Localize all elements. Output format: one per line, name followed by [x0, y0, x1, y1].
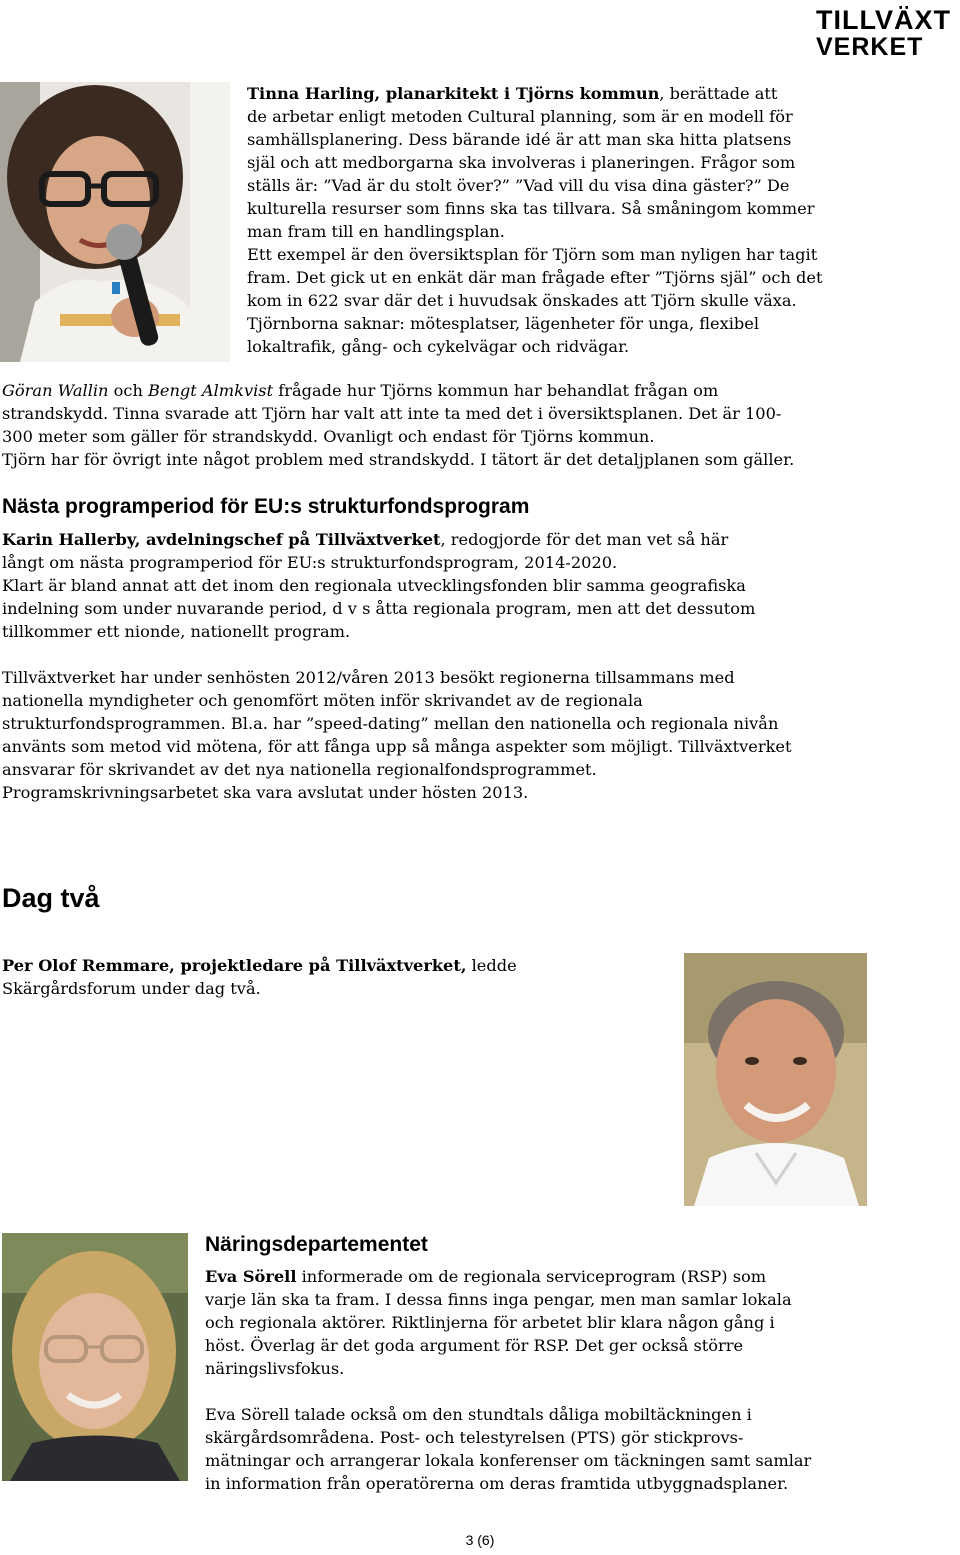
section-heading: Dag två	[2, 883, 100, 913]
paragraph: Karin Hallerby, avdelningschef på Tillväxtverket, redogjorde för det man vet så här långt om nästa programperiod för EU:s strukturfondsprogram, 2014-2020. Klart är bland annat att det inom den regionala utvecklingsfonden blir samma geografiska indelning som under nuvarande period, d v s åtta regionala program, men att det dessutom tillkommer ett nionde, nationellt program.	[2, 530, 756, 641]
section-naringsdepartementet	[205, 1265, 957, 1495]
section-strandskydd	[2, 379, 957, 471]
tillvaxtverket-logo	[816, 5, 958, 61]
section-tinna-harling	[247, 82, 957, 358]
photo-per-olof-remmare	[684, 953, 867, 1206]
speaker-name: Per Olof Remmare, projektledare på Tillväxtverket,	[2, 956, 467, 975]
logo-line1: TILLVÄXT	[816, 5, 951, 35]
photo-eva-sorell	[2, 1233, 188, 1481]
section-heading: Nästa programperiod för EU:s strukturfondsprogram	[2, 495, 530, 518]
portrait-image	[2, 1233, 188, 1481]
paragraph: Eva Sörell informerade om de regionala serviceprogram (RSP) som varje län ska ta fram. I dessa finns inga pengar, men man samlar lokala och regionala aktörer. Riktlinjerna för arbetet blir klara någon gång i höst. Överlag är det goda argument för RSP. Det ger också större näringslivsfokus.	[205, 1267, 792, 1378]
section-heading: Näringsdepartementet	[205, 1233, 428, 1256]
section-strukturfond	[2, 528, 957, 804]
portrait-image	[684, 953, 867, 1206]
person-name: Göran Wallin	[2, 381, 109, 400]
page-number: 3 (6)	[465, 1532, 495, 1548]
speaker-name: Tinna Harling, planarkitekt i Tjörns kommun	[247, 84, 660, 103]
section-dag-tva	[2, 954, 662, 1000]
person-name: Bengt Almkvist	[148, 381, 274, 400]
paragraph: Göran Wallin och Bengt Almkvist frågade hur Tjörns kommun har behandlat frågan om strandskydd. Tinna svarade att Tjörn har valt att inte ta med det i översiktsplanen. Det är 100- 300 meter som gäller för strandskydd. Ovanligt och endast för Tjörns kommun. Tjörn har för övrigt inte något problem med strandskydd. I tätort är det detaljplanen som gäller.	[2, 381, 795, 469]
paragraph: Per Olof Remmare, projektledare på Tillväxtverket, ledde Skärgårdsforum under dag två.	[2, 956, 517, 998]
photo-tinna-harling	[0, 82, 230, 362]
paragraph: Tillväxtverket har under senhösten 2012/våren 2013 besökt regionerna tillsammans med nationella myndigheter och genomfört möten inför skrivandet av de regionala strukturfondsprogrammen. Bl.a. har ”speed-dating” mellan den nationella och regionala nivån använts som metod vid mötena, för att fånga upp så många aspekter som möjligt. Tillväxtverket ansvarar för skrivandet av det nya nationella regionalfondsprogrammet. Programskrivningsarbetet ska vara avslutat under hösten 2013.	[2, 668, 792, 802]
speaker-name: Karin Hallerby, avdelningschef på Tillväxtverket	[2, 530, 441, 549]
portrait-image	[0, 82, 230, 362]
speaker-name: Eva Sörell	[205, 1267, 297, 1286]
paragraph: Eva Sörell talade också om den stundtals dåliga mobiltäckningen i skärgårdsområdena. Post- och telestyrelsen (PTS) gör stickprovs- mätningar och arrangerar lokala konferenser om täckningen samt samlar in information från operatörerna om deras framtida utbyggnadsplaner.	[205, 1405, 812, 1493]
logo-line2: VERKET	[816, 33, 924, 61]
paragraph: Tinna Harling, planarkitekt i Tjörns kommun, berättade att de arbetar enligt metoden Cultural planning, som är en modell för samhällsplanering. Dess bärande idé är att man ska hitta platsens själ och att medborgarna ska involveras i planeringen. Frågor som ställs är: ”Vad är du stolt över?” ”Vad vill du visa dina gäster?” De kulturella resurser som finns ska tas tillvara. Så småningom kommer man fram till en handlingsplan. Ett exempel är den översiktsplan för Tjörn som man nyligen har tagit fram. Det gick ut en enkät där man frågade efter ”Tjörns själ” och det kom in 622 svar där det i huvudsak önskades att Tjörn skulle växa. Tjörnborna saknar: mötesplatser, lägenheter för unga, flexibel lokaltrafik, gång- och cykelvägar och ridvägar.	[247, 84, 823, 356]
